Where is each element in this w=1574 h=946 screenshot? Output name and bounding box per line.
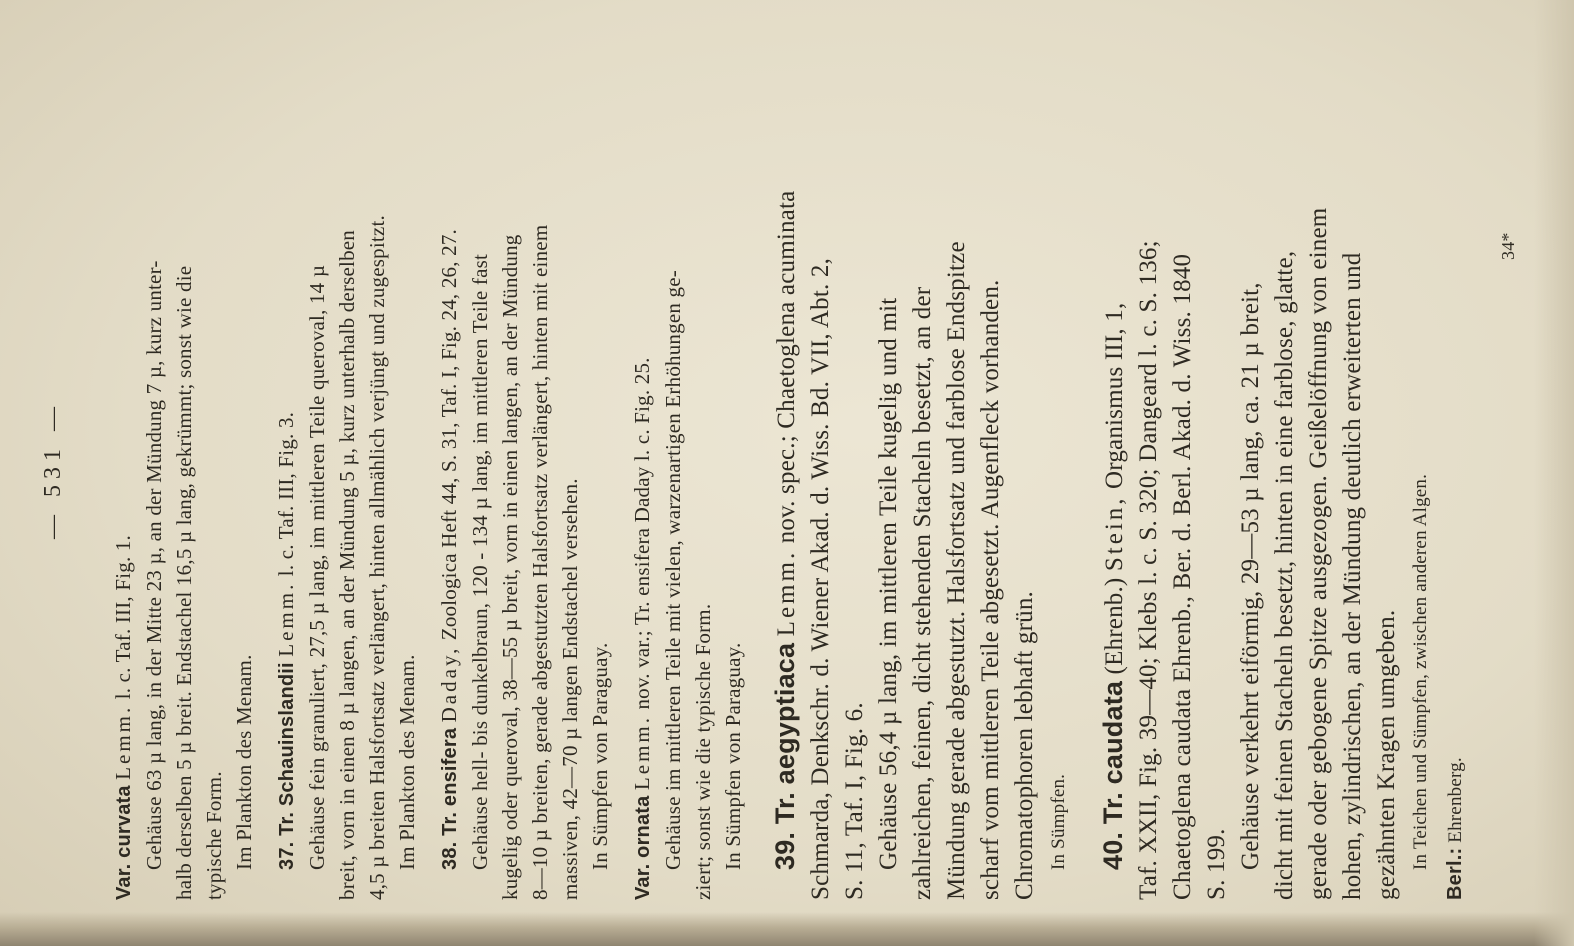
taxon-name: 40. Tr. caudata <box>1098 680 1128 870</box>
text-run: typische Form. <box>202 771 226 900</box>
text-line <box>974 40 1008 900</box>
text-run: Taf. XXII, Fig. 39—40; Klebs l. c. S. 320; Dangeard l. c. S. 136; <box>1135 240 1162 900</box>
text-run: Chromatophoren lebhaft grün. <box>1011 591 1038 900</box>
text-run: (Ehrenb.) <box>1101 571 1128 681</box>
text-line <box>1268 40 1302 900</box>
text-run <box>111 780 135 785</box>
text-run: breit, vorn in einen 8 µ langen, an der Mündung 5 µ, kurz unterhalb derselben <box>335 230 359 900</box>
page-content <box>40 40 1528 900</box>
taxon-name: Var. curvata <box>113 785 135 900</box>
paragraph-gap <box>259 40 271 900</box>
text-run: Gehäuse fein granuliert, 27,5 µ lang, im mittleren Teile queroval, 14 µ <box>305 264 329 870</box>
text-line <box>1234 40 1268 900</box>
text-line <box>271 40 302 900</box>
text-run: Organismus III, 1, <box>1101 302 1128 496</box>
text-line <box>465 40 495 900</box>
text-run: scharf vom mittleren Teile abgesetzt. Augenfleck vorhanden. <box>977 279 1004 900</box>
text-line <box>872 40 906 900</box>
paragraph-gap <box>1076 40 1096 900</box>
text-run: nov. spec.; Chaetoglena acuminata <box>773 190 800 550</box>
text-run: In Teichen und Sümpfen, zwischen anderen Algen. <box>1410 473 1431 870</box>
text-line <box>1370 40 1404 900</box>
signature-mark: 34* <box>1498 232 1518 260</box>
text-run: Gehäuse 56,4 µ lang, im mittleren Teile kugelig und mit <box>875 297 902 870</box>
text-run: dicht mit feinen Stacheln besetzt, hinten in eine farblose, glatte, <box>1271 250 1298 900</box>
page-edge <box>1534 0 1574 946</box>
text-line <box>229 40 259 900</box>
text-line <box>1096 40 1132 900</box>
text-run: gezähnten Kragen umgeben. <box>1373 609 1400 900</box>
text-run: kugelig oder queroval, 38—55 µ breit, vorn in einen langen, an der Mündung <box>498 234 522 900</box>
text-line <box>139 40 169 900</box>
text-line <box>169 40 199 900</box>
text-run: l. c. Taf. III, Fig. 1. <box>111 535 135 705</box>
text-run: Zoologica Heft 44, S. 31, Taf. I, Fig. 24, 26, 27. <box>437 229 461 646</box>
entry-tr-caudata <box>1096 40 1473 900</box>
text-run: Schmarda, Denkschr. d. Wiener Akad. d. Wiss. Bd. VII, Abt. 2, <box>807 257 834 900</box>
taxon-name: 37. Tr. Schauinslandii <box>276 662 298 870</box>
text-line <box>585 40 615 900</box>
text-line <box>495 40 525 900</box>
taxon-name: 38. Tr. ensifera <box>439 727 461 870</box>
text-run: nov. var.; Tr. ensifera Daday l. c. Fig. 25. <box>630 357 654 715</box>
rotated-page <box>40 40 1528 900</box>
text-body <box>108 40 1473 900</box>
text-run: Im Plankton des Menam. <box>395 654 419 870</box>
text-line <box>940 40 974 900</box>
text-line <box>1166 40 1200 900</box>
paragraph-gap <box>615 40 627 900</box>
entry-tr-aegyptiaca <box>768 40 1076 900</box>
text-run: Mündung gerade abgestutzt. Halsfortsatz und farblose Endspitze <box>943 241 970 900</box>
text-run <box>437 722 461 727</box>
text-line <box>688 40 718 900</box>
text-line <box>1404 40 1438 900</box>
entry-tr-schauinslandii <box>271 40 422 900</box>
text-run: halb derselben 5 µ breit. Endstachel 16,5 µ lang, gekrümmt; sonst wie die <box>172 265 196 900</box>
text-run: S. 11, Taf. I, Fig. 6. <box>841 702 868 900</box>
text-line <box>302 40 332 900</box>
text-line <box>392 40 422 900</box>
text-line <box>555 40 585 900</box>
text-line <box>627 40 658 900</box>
text-line <box>332 40 362 900</box>
text-run: ziert; sonst wie die typische Form. <box>691 603 715 900</box>
text-run: 8—10 µ breiten, gerade abgestutzten Halsfortsatz verlängert, hinten mit einem <box>528 224 552 900</box>
text-line <box>199 40 229 900</box>
text-run: hohen, zylindrischen, an der Mündung deutlich erweiterten und <box>1339 252 1366 900</box>
text-run <box>773 636 800 642</box>
text-run: S. 199. <box>1203 828 1230 900</box>
text-line <box>658 40 688 900</box>
taxon-name: Berl.: <box>1444 847 1466 900</box>
text-line <box>718 40 748 900</box>
text-run <box>630 790 654 795</box>
text-run: Gehäuse hell- bis dunkelbraun, 120 - 134 µ lang, im mittleren Teile fast <box>468 254 492 870</box>
author-name: Daday, <box>437 645 461 723</box>
text-run: Gehäuse verkehrt eiförmig, 29—53 µ lang, ca. 21 µ breit, <box>1237 282 1264 870</box>
text-line <box>362 40 392 900</box>
text-line <box>1200 40 1234 900</box>
entry-var-curvata <box>108 40 259 900</box>
text-run: In Sümpfen. <box>1048 773 1069 870</box>
text-run: Chaetoglena caudata Ehrenb., Ber. d. Berl. Akad. d. Wiss. 1840 <box>1169 253 1196 900</box>
author-name: Lemm. <box>773 549 800 637</box>
taxon-name: Var. ornata <box>632 795 654 900</box>
text-line <box>1302 40 1336 900</box>
text-line <box>804 40 838 900</box>
paragraph-gap <box>422 40 434 900</box>
text-run: zahlreichen, feinen, dicht stehenden Stacheln besetzt, an der <box>909 286 936 900</box>
text-run: l. c. Taf. III, Fig. 3. <box>274 411 298 582</box>
text-line <box>1042 40 1076 900</box>
author-name: Lemm. <box>274 581 298 657</box>
page-number: — 531 — <box>40 401 66 539</box>
author-name: Lemm. <box>630 714 654 791</box>
text-line <box>434 40 465 900</box>
text-run <box>274 657 298 662</box>
text-line <box>906 40 940 900</box>
text-run: Gehäuse im mittleren Teile mit vielen, warzenartigen Erhöhungen ge- <box>661 270 685 870</box>
text-line <box>1008 40 1042 900</box>
text-run: Im Plankton des Menam. <box>232 654 256 870</box>
text-line <box>1132 40 1166 900</box>
paragraph-gap <box>748 40 768 900</box>
text-line <box>1438 40 1473 900</box>
taxon-name: 39. Tr. aegyptiaca <box>770 642 800 870</box>
text-run: In Sümpfen von Paraguay. <box>721 642 745 870</box>
text-run: Gehäuse 63 µ lang, in der Mitte 23 µ, an der Mündung 7 µ, kurz unter- <box>142 260 166 870</box>
binding-gutter <box>0 912 1574 946</box>
text-line <box>108 40 139 900</box>
text-line <box>1336 40 1370 900</box>
text-line <box>768 40 804 900</box>
text-run: Ehrenberg. <box>1445 757 1466 848</box>
author-name: Lemm. <box>111 704 135 780</box>
text-run: massiven, 42—70 µ langen Endstachel versehen. <box>558 478 582 900</box>
text-line <box>838 40 872 900</box>
author-name: Stein, <box>1101 495 1128 572</box>
text-line <box>525 40 555 900</box>
entry-tr-ensifera <box>434 40 615 900</box>
text-run: In Sümpfen von Paraguay. <box>588 642 612 870</box>
entry-var-ornata <box>627 40 748 900</box>
text-run: 4,5 µ breiten Halsfortsatz verlängert, hinten allmählich verjüngt und zugespitzt. <box>365 215 389 900</box>
text-run: gerade oder gebogene Spitze ausgezogen. Geißelöffnung von einem <box>1305 207 1332 900</box>
